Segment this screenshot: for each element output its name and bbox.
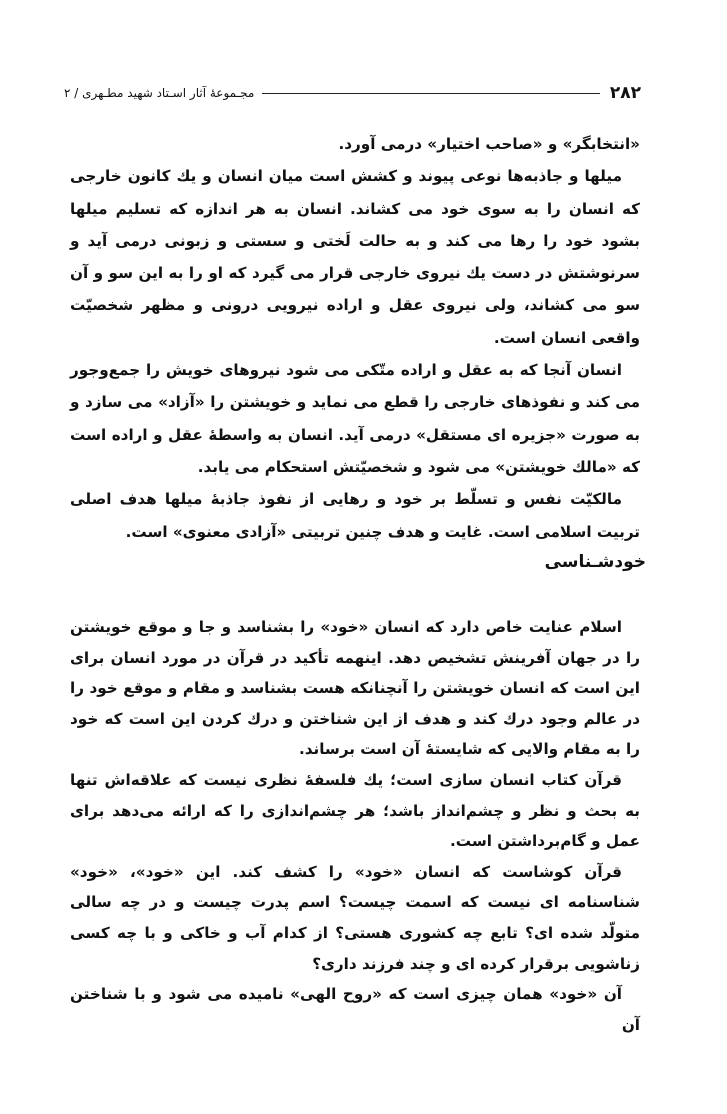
body-text-top	[70, 128, 640, 548]
paragraph: اسلام عنایت خاص دارد که انسان «خود» را بشناسد و جا و موقع خویشتن را در جهان آفرینش تشخیص دهد. اینهمه تأکید در قرآن در مورد انسان برای این است که انسان خویشتن را آنچنانکه هست بشناسد و مقام و موقع خود را در عالم وجود درك کند و هدف از این شناختن و درك کردن این است که خود را به مقام والایی که شایستهٔ آن است برساند.	[70, 618, 640, 759]
page-number: ۲۸۲	[609, 83, 641, 103]
paragraph: انسان آنجا که به عقل و اراده متّکی می شود نیروهای خویش را جمع‌وجور می کند و نفوذهای خارجی را قطع می نماید و خویشتن را «آزاد» می سازد و به صورت «جزیره ای مستقل» درمی آید. انسان به واسطهٔ عقل و اراده است که «مالك خویشتن» می شود و شخصیّتش استحکام می یابد.	[70, 361, 640, 476]
header-rule	[262, 93, 600, 94]
paragraph: «انتخابگر» و «صاحب اختیار» درمی آورد.	[338, 135, 640, 153]
paragraph: قرآن کتاب انسان سازی است؛ یك فلسفهٔ نظری نیست که علاقه‌اش تنها به بحث و نظر و چشم‌انداز باشد؛ هر چشم‌اندازی را که ارائه می‌دهد برای عمل و گام‌برداشتن است.	[70, 770, 640, 851]
paragraph: مالکیّت نفس و تسلّط بر خود و رهایی از نفوذ جاذبهٔ میلها هدف اصلی تربیت اسلامی است. غایت و هدف چنین تربیتی «آزادی معنوی» است.	[70, 490, 640, 541]
paragraph: قرآن کوشاست که انسان «خود» را کشف کند. این «خود»، «خود» شناسنامه ای نیست که اسمت چیست؟ اسم پدرت چیست و در چه سالی متولّد شده ای؟ تابع چه کشوری هستی؟ از کدام آب و خاکی و با چه کسی زناشویی برقرار کرده ای و چند فرزند داری؟	[70, 862, 640, 973]
body-text-section	[70, 612, 640, 1040]
running-header-title: مجـموعهٔ آثار اسـتاد شهید مطـهری / ۲	[64, 86, 255, 100]
paragraph: آن «خود» همان چیزی است که «روح الهی» نامیده می شود و با شناختن آن	[70, 985, 640, 1034]
section-heading: خودشـناسی	[544, 552, 646, 572]
paragraph: میلها و جاذبه‌ها نوعی پیوند و کشش است میان انسان و یك کانون خارجی که انسان را به سوی خود می کشاند. انسان به هر اندازه که تسلیم میلها بشود خود را رها می کند و به حالت لَختی و سستی و زبونی درمی آید و سرنوشتش در دست یك نیروی خارجی قرار می گیرد که او را به این سو و آن سو می کشاند، ولی نیروی عقل و اراده نیرویی درونی و مظهر شخصیّت واقعی انسان است.	[70, 167, 640, 347]
running-header	[64, 80, 641, 106]
